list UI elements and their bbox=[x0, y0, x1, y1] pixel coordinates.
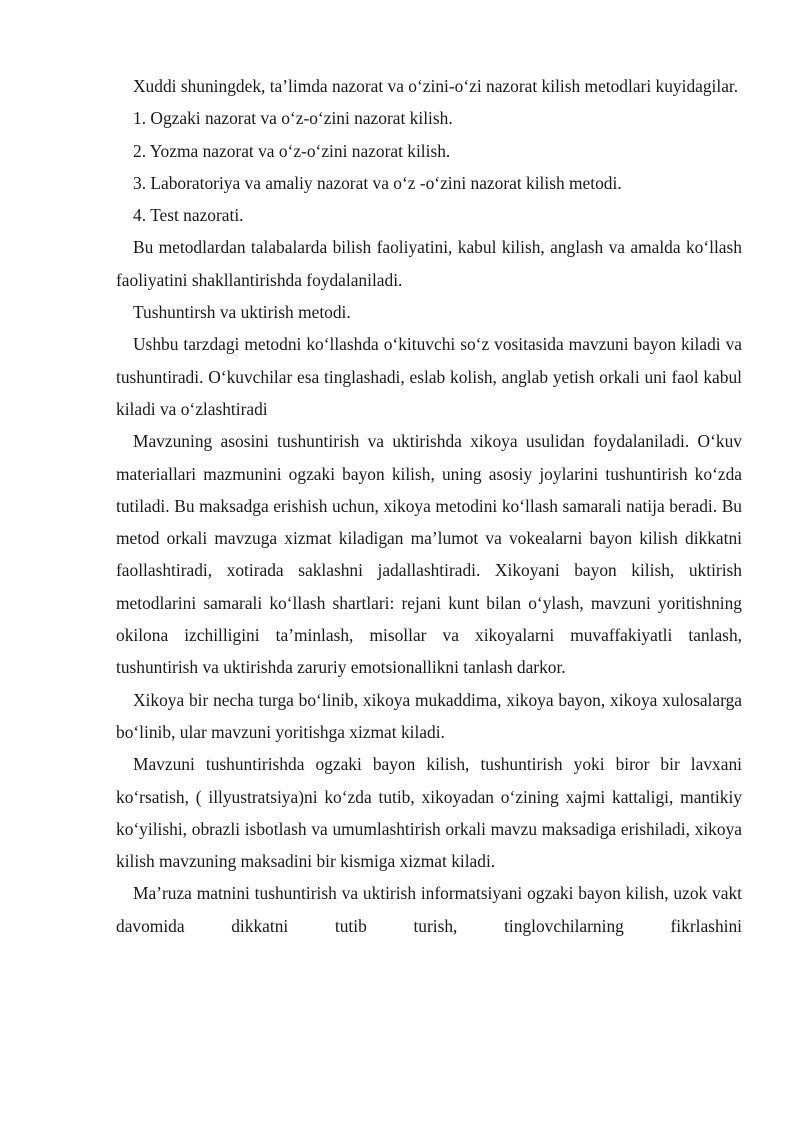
list-item-4: 4. Test nazorati. bbox=[133, 205, 244, 226]
list-item-1: 1. Ogzaki nazorat va o‘z-o‘zini nazorat kilish. bbox=[133, 108, 453, 129]
list-item-2: 2. Yozma nazorat va o‘z-o‘zini nazorat kilish. bbox=[133, 140, 451, 161]
section-heading-method: Tushuntirsh va uktirish metodi. bbox=[133, 302, 351, 323]
paragraph-storytelling: Mavzuning asosini tushuntirish va uktirishda xikoya usulidan foydalaniladi. O‘kuv materiallari mazmunini ogzaki bayon kilish, uning asosiy joylarini tushuntirish ko‘zda tutiladi. Bu maksadga erishish uchun, xikoya metodini ko‘llash samarali natija beradi. Bu metod orkali mavzuga xizmat kiladigan ma’lumot va vokealarni bayon kilish dikkatni faollashtiradi, xotirada saklashni jadallashtiradi. Xikoyani bayon kilish, uktirish metodlarini samarali ko‘llash shartlari: rejani kunt bilan o‘ylash, mavzuni yoritishning okilona izchilligini ta’minlash, misollar va xikoyalarni muvaffakiyatli tanlash, tushuntirish va uktirishda zaruriy emotsionallikni tanlash darkor. bbox=[116, 431, 742, 678]
paragraph-lecture: Ma’ruza matnini tushuntirish va uktirish informatsiyani ogzaki bayon kilish, uzok vakt davomida dikkatni tutib turish, tinglovchilarning fikrlashini bbox=[116, 883, 742, 936]
paragraph-methods-usage: Bu metodlardan talabalarda bilish faoliyatini, kabul kilish, anglash va amalda ko‘llash faoliyatini shakllantirishda foydalaniladi. bbox=[116, 237, 742, 290]
list-item-3: 3. Laboratoriya va amaliy nazorat va o‘z -o‘zini nazorat kilish metodi. bbox=[133, 172, 622, 193]
paragraph-method-description: Ushbu tarzdagi metodni ko‘llashda o‘kituvchi so‘z vositasida mavzuni bayon kiladi va tushuntiradi. O‘kuvchilar esa tinglashadi, eslab kolish, anglab yetish orkali uni faol kabul kiladi va o‘zlashtiradi bbox=[116, 334, 742, 419]
paragraph-story-types: Xikoya bir necha turga bo‘linib, xikoya mukaddima, xikoya bayon, xikoya xulosalarga bo‘linib, ular mavzuni yoritishga xizmat kiladi. bbox=[116, 689, 742, 742]
paragraph-topic-explanation: Mavzuni tushuntirishda ogzaki bayon kilish, tushuntirish yoki biror bir lavxani ko‘rsatish, ( illyustratsiya)ni ko‘zda tutib, xikoyadan o‘zining xajmi kattaligi, mantikiy ko‘yilishi, obrazli isbotlash va umumlashtirish orkali mavzu maksadiga erishiladi, xikoya kilish mavzuning maksadini bir kismiga xizmat kiladi. bbox=[116, 754, 742, 872]
paragraph-intro: Xuddi shuningdek, ta’limda nazorat va o‘zini-o‘zi nazorat kilish metodlari kuyidagilar. bbox=[133, 76, 739, 96]
document-page bbox=[116, 70, 742, 942]
